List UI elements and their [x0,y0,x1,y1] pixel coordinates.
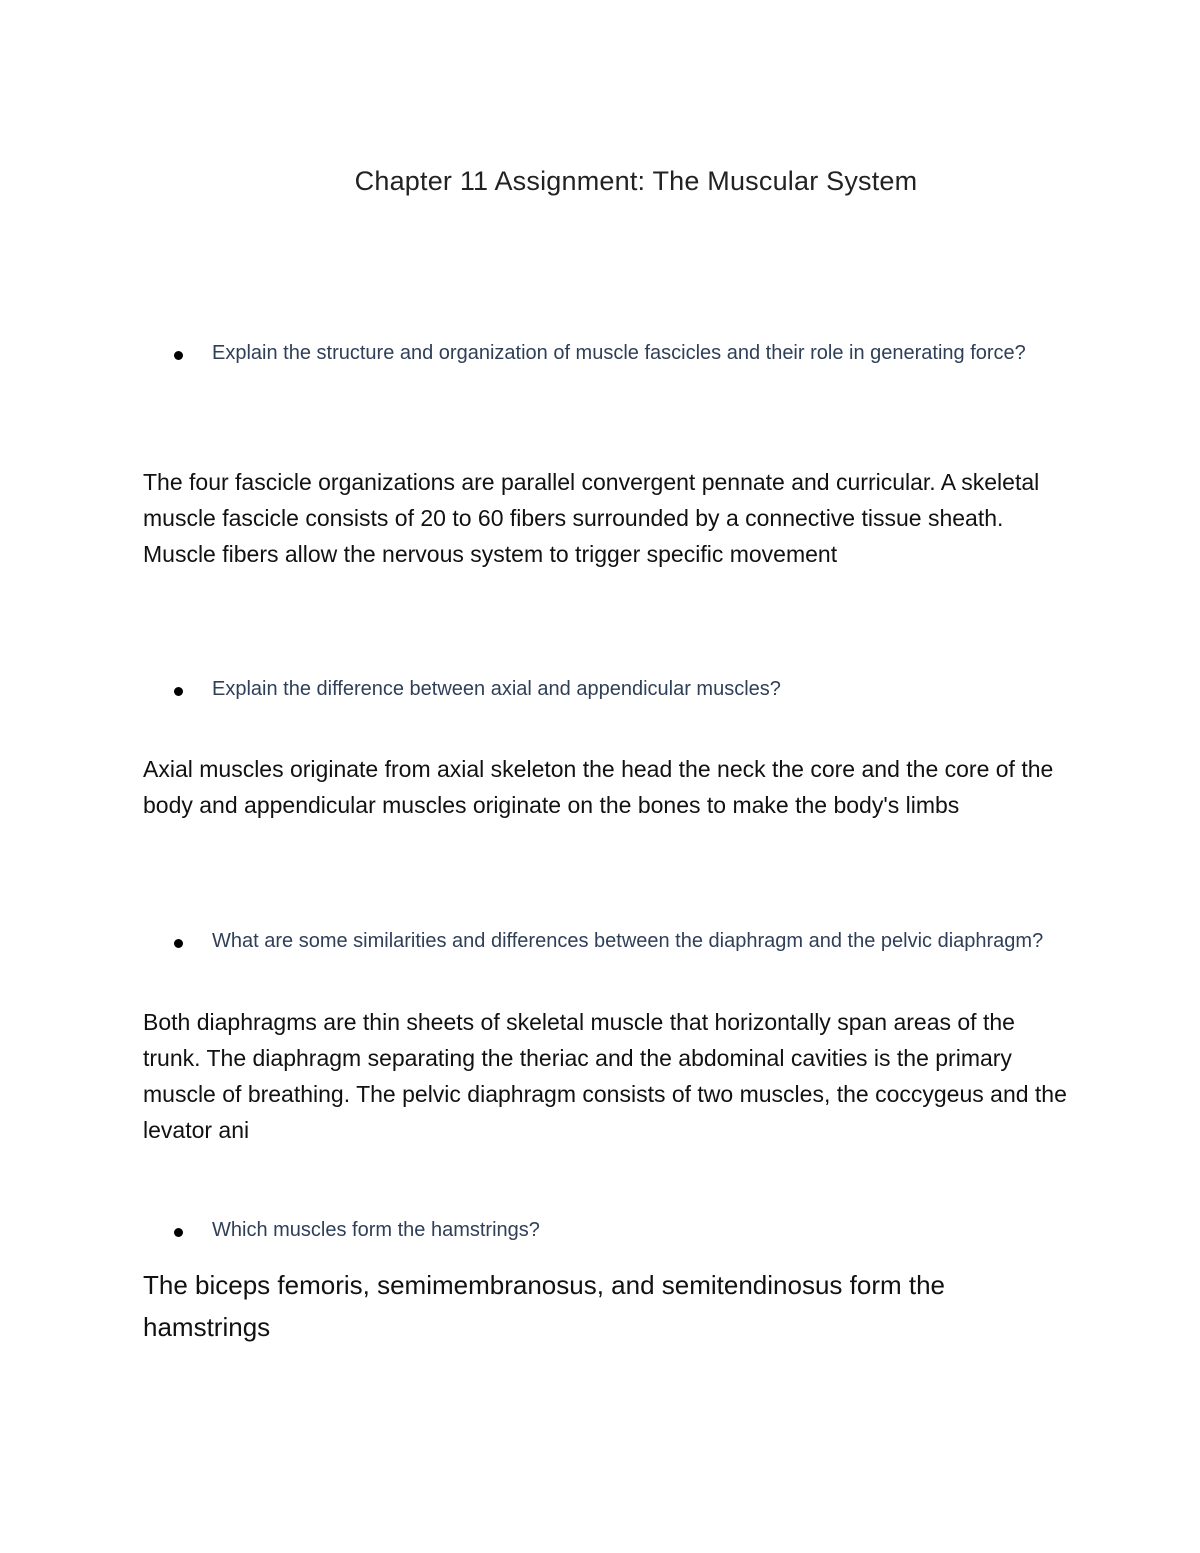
question-2-text: Explain the difference between axial and appendicular muscles? [212,678,781,700]
answer-3: Both diaphragms are thin sheets of skeletal muscle that horizontally span areas of the trunk. The diaphragm separating the theriac and the abdominal cavities is the primary muscle of breathing. The pelvic diaphragm consists of two muscles, the coccygeus and the levator ani [143,1009,1067,1143]
answer-1: The four fascicle organizations are parallel convergent pennate and curricular. A skeletal muscle fascicle consists of 20 to 60 fibers surrounded by a connective tissue sheath. Muscle fibers allow the nervous system to trigger specific movement [143,469,1040,567]
question-3-text: What are some similarities and differences between the diaphragm and the pelvic diaphragm? [212,930,1044,952]
answer-2: Axial muscles originate from axial skeleton the head the neck the core and the core of the body and appendicular muscles originate on the bones to make the body's limbs [143,756,1054,818]
question-3 [212,926,1052,957]
question-1 [212,338,1052,369]
document-title: Chapter 11 Assignment: The Muscular System [354,166,918,196]
bullet-icon [174,1228,183,1237]
question-4 [212,1215,1052,1246]
bullet-icon [174,687,183,696]
bullet-icon [174,939,183,948]
question-4-text: Which muscles form the hamstrings? [212,1219,540,1241]
bullet-icon [174,351,183,360]
question-1-text: Explain the structure and organization of muscle fascicles and their role in generating force? [212,342,1026,364]
answer-4: The biceps femoris, semimembranosus, and semitendinosus form the hamstrings [143,1270,946,1342]
question-2 [212,674,1052,705]
